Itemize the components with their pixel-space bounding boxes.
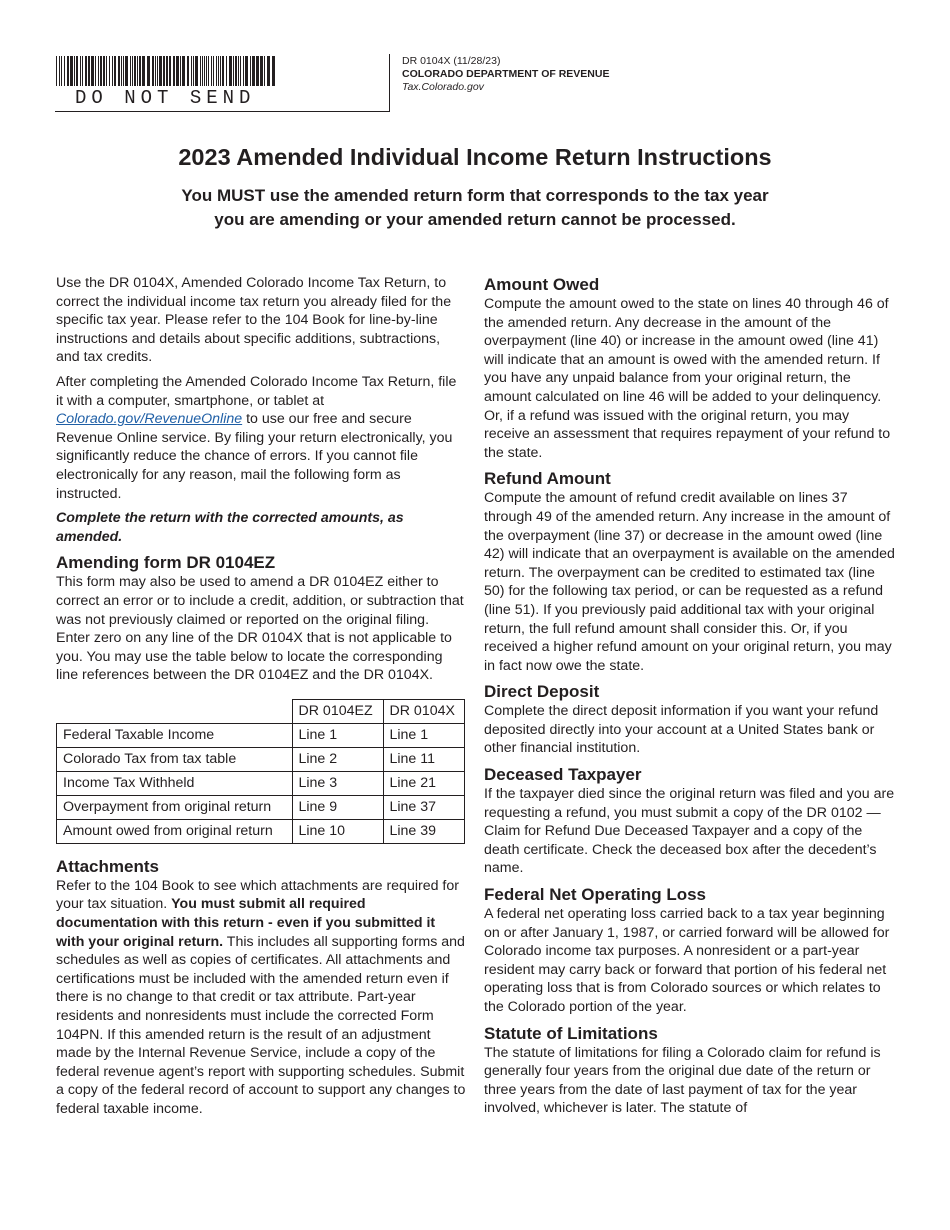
barcode-bar (240, 56, 241, 86)
statute-paragraph: The statute of limitations for filing a Colorado claim for refund is generally four years from the original due date of the return or three years from the date of last payment of tax for the year involved, whichever is later. The statute of (484, 1044, 881, 1117)
barcode-bar (134, 56, 136, 86)
barcode-area (55, 54, 390, 112)
barcode-bar (176, 56, 179, 86)
barcode-bar (142, 56, 145, 86)
barcode-bar (152, 56, 154, 86)
row-x-line: Line 37 (383, 795, 464, 819)
barcode-bar (252, 56, 255, 86)
barcode-bar (159, 56, 162, 86)
efile-text-after: to use our free and secure Revenue Online service. By filing your return electronically, you significantly reduce the chance of errors. If you cannot file electronically for any reason, mail the following form as instructed. (56, 411, 453, 502)
efile-paragraph (56, 373, 466, 503)
row-label: Overpayment from original return (57, 795, 293, 819)
table-header-x: DR 0104X (383, 699, 464, 723)
barcode-bar (169, 56, 171, 86)
form-number: DR 0104X (11/28/23) (402, 55, 501, 67)
barcode-bar (95, 56, 96, 86)
barcode-bar (260, 56, 263, 86)
barcode-bar (208, 56, 209, 86)
attachments-required-note: You must submit all required documentation with this return - even if you submitted it with your original return. (56, 896, 436, 950)
row-ez-line: Line 2 (292, 747, 383, 771)
refund-amount-heading: Refund Amount (484, 469, 611, 489)
statute-heading: Statute of Limitations (484, 1023, 658, 1043)
barcode-bar (229, 56, 232, 86)
barcode-bar (200, 56, 201, 86)
barcode-bar (195, 56, 198, 86)
barcode-bar (114, 56, 116, 86)
barcode-bar (256, 56, 259, 86)
row-label: Income Tax Withheld (57, 771, 293, 795)
refund-amount-paragraph: Compute the amount of refund credit available on lines 37 through 49 of the amended return. Any increase in the amount of the overpayment (line 37) or decrease in the amount owed (line 42) will indicate that an overpayment is available on the amended return. The overpayment can be credited to estimated tax (line 50) for the following tax period, or can be requested as a refund (line 51). If you previously paid additional tax with your original return, the full refund amount shall consider this. Or, if you received a higher refund amount on your original return, you may in fact now owe the state. (484, 490, 895, 674)
row-x-line: Line 11 (383, 747, 464, 771)
revenue-online-link[interactable]: Colorado.gov/RevenueOnline (56, 411, 243, 428)
do-not-send-stamp: DO NOT SEND (75, 87, 256, 109)
barcode-bar (211, 56, 212, 86)
subtitle-line-1: You MUST use the amended return form that corresponds to the tax year (181, 186, 769, 205)
barcode-bar (193, 56, 194, 86)
subtitle-line-2: you are amending or your amended return cannot be processed. (214, 210, 736, 229)
deceased-taxpayer-heading: Deceased Taxpayer (484, 765, 642, 785)
barcode-bar (137, 56, 138, 86)
barcode-bar (121, 56, 122, 86)
barcode-bar (98, 56, 99, 86)
barcode-bar (173, 56, 175, 86)
barcode-bar (76, 56, 78, 86)
page-subtitle (0, 184, 950, 232)
barcode-bar (100, 56, 102, 86)
attachments-paragraph (56, 877, 466, 1119)
barcode-bar (80, 56, 81, 86)
barcode-bar (216, 56, 217, 86)
barcode-bar (267, 56, 270, 86)
barcode-bar (118, 56, 120, 86)
amount-owed-heading: Amount Owed (484, 275, 600, 294)
table-row (57, 771, 465, 795)
barcode-bar (125, 56, 128, 86)
attachments-text-after: This includes all supporting forms and schedules as well as copies of certificates. All attachments and certifications must be included with the amended return even if there is no change to that credit or tax attribute. Part-year residents and nonresidents must include the corrected Form 104PN. If this amended return is the result of an adjustment made by the Internal Revenue Service, include a copy of the federal revenue agent’s report with supporting schedules. Submit a copy of the federal record of account to support any changes to federal taxable income. (56, 933, 466, 1117)
table-header-row (57, 699, 465, 723)
barcode-bar (157, 56, 158, 86)
barcode-bar (250, 56, 251, 86)
barcode-bar (180, 56, 181, 86)
barcode-bar (155, 56, 156, 86)
direct-deposit-paragraph: Complete the direct deposit information if you want your refund deposited directly into your account at a United States bank or other financial institution. (484, 703, 879, 757)
amount-owed-paragraph: Compute the amount owed to the state on lines 40 through 46 of the amended return. Any decrease in the amount of the overpayment (line 40) or increase in the amount owed (line 41) will indicate that an amount is owed with the amended return. If you have any unpaid balance from your original return, the amount calculated on line 46 will be added to your delinquency. Or, if a refund was issued with the original return, you may receive an assessment that requires repayment of your refund to the state. (484, 296, 891, 461)
barcode-bar (59, 56, 60, 86)
barcode-bar (218, 56, 219, 86)
barcode-bar (109, 56, 110, 86)
row-label: Federal Taxable Income (57, 723, 293, 747)
barcode-bar (187, 56, 189, 86)
net-operating-loss-paragraph: A federal net operating loss carried back to a tax year beginning on or after January 1, 1987, or carried forward will be allowed for Colorado income tax purposes. A nonresident or a part-year resident may carry back or forward that portion of his federal net operating loss that is from Colorado sources or which relates to the Colorado portion of the year. (484, 906, 890, 1015)
barcode-bar (264, 56, 265, 86)
direct-deposit-heading: Direct Deposit (484, 682, 600, 702)
table-row (57, 747, 465, 771)
page-title: 2023 Amended Individual Income Return Instructions (178, 144, 772, 170)
barcode-bar (182, 56, 185, 86)
efile-text-before: After completing the Amended Colorado Income Tax Return, file it with a computer, smartphone, or tablet at (56, 373, 457, 409)
ez-heading: Amending form DR 0104EZ (56, 553, 276, 573)
barcode-bar (67, 56, 69, 86)
barcode-bar (85, 56, 87, 86)
table-header-ez: DR 0104EZ (292, 699, 383, 723)
barcode-bar (235, 56, 237, 86)
row-x-line: Line 1 (383, 723, 464, 747)
barcode-bar (130, 56, 131, 86)
barcode-image (55, 54, 277, 88)
barcode-bar (132, 56, 133, 86)
intro-paragraph: Use the DR 0104X, Amended Colorado Income Tax Return, to correct the individual income tax return you already filed for the specific tax year. Please refer to the 104 Book for line-by-line instructions and details about specific additions, subtractions, and tax credits. (56, 275, 452, 366)
complete-note: Complete the return with the corrected amounts, as amended. (56, 510, 404, 545)
line-reference-table (56, 699, 465, 844)
barcode-bar (245, 56, 248, 86)
barcode-bar (213, 56, 214, 86)
barcode-bar (204, 56, 205, 86)
right-column (484, 274, 896, 1124)
deceased-taxpayer-paragraph: If the taxpayer died since the original return was filed and you are requesting a refund, you must submit a copy of the DR 0102 — Claim for Refund Due Deceased Taxpayer and a copy of the death certificate. Check the deceased box after the decedent’s name. (484, 786, 895, 877)
barcode-bar (56, 56, 57, 86)
barcode-bar (88, 56, 90, 86)
barcode-bar (64, 56, 65, 86)
barcode-bar (202, 56, 203, 86)
form-identification (402, 55, 609, 94)
barcode-bar (147, 56, 150, 86)
barcode-bar (82, 56, 83, 86)
barcode-bar (220, 56, 221, 86)
row-label: Colorado Tax from tax table (57, 747, 293, 771)
barcode-bar (123, 56, 124, 86)
barcode-bar (61, 56, 62, 86)
barcode-bar (112, 56, 113, 86)
barcode-bar (243, 56, 244, 86)
attachments-heading: Attachments (56, 856, 159, 876)
barcode-bar (106, 56, 107, 86)
ez-paragraph: This form may also be used to amend a DR 0104EZ either to correct an error or to include a credit, addition, or subtraction that was not previously claimed or reported on the original filing. Enter zero on any line of the DR 0104X that is not applicable to you. You may use the table below to locate the corresponding line references between the DR 0104EZ and the DR 0104X. (56, 574, 464, 684)
barcode-bar (272, 56, 275, 86)
barcode-bar (166, 56, 168, 86)
net-operating-loss-heading: Federal Net Operating Loss (484, 885, 706, 905)
department-website: Tax.Colorado.gov (402, 81, 484, 93)
table-corner (57, 699, 293, 723)
barcode-bar (74, 56, 75, 86)
left-column (56, 274, 466, 1125)
department-name: COLORADO DEPARTMENT OF REVENUE (402, 68, 610, 80)
row-ez-line: Line 10 (292, 819, 383, 843)
barcode-bar (70, 56, 73, 86)
barcode-bar (139, 56, 141, 86)
table-row (57, 819, 465, 843)
barcode-bar (233, 56, 234, 86)
table-row (57, 723, 465, 747)
table-row (57, 795, 465, 819)
barcode-bar (238, 56, 239, 86)
barcode-bar (191, 56, 192, 86)
barcode-bar (206, 56, 207, 86)
row-ez-line: Line 3 (292, 771, 383, 795)
attachments-text-before: Refer to the 104 Book to see which attachments are required for your tax situation. (56, 877, 459, 913)
barcode-bar (226, 56, 227, 86)
row-label: Amount owed from original return (57, 819, 293, 843)
barcode-bar (91, 56, 94, 86)
row-ez-line: Line 1 (292, 723, 383, 747)
barcode-bar (163, 56, 165, 86)
row-x-line: Line 39 (383, 819, 464, 843)
row-ez-line: Line 9 (292, 795, 383, 819)
barcode-bar (222, 56, 224, 86)
barcode-bar (103, 56, 105, 86)
row-x-line: Line 21 (383, 771, 464, 795)
